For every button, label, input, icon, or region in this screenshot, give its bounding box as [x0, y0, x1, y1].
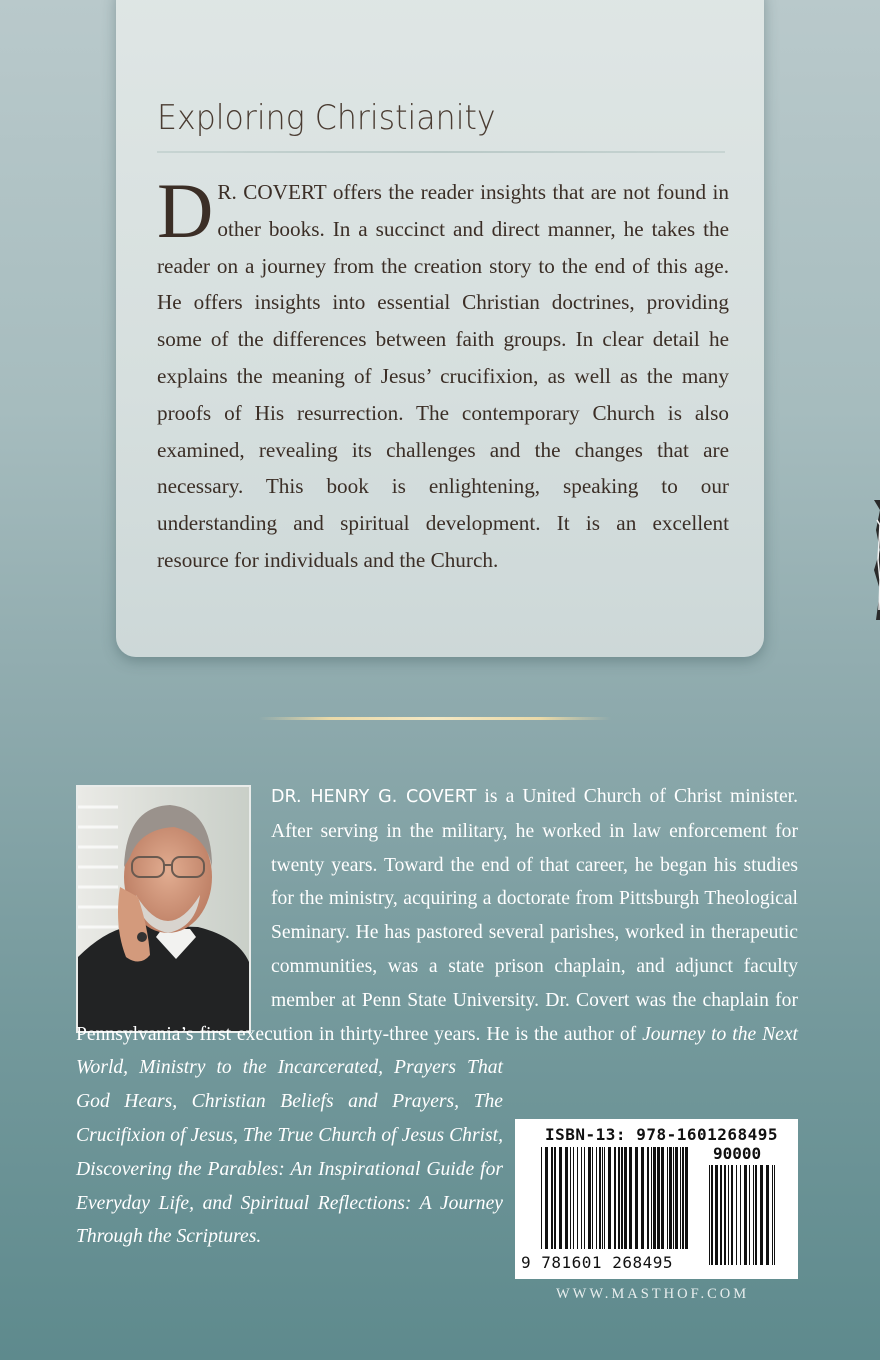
barcode-bar [581, 1147, 582, 1249]
barcode-bar [653, 1147, 656, 1249]
barcode-bar [772, 1165, 773, 1265]
barcode-bar [635, 1147, 638, 1249]
description-text: R. COVERT offers the reader insights that are not found in other books. In a succinct and direct manner, he takes the reader on a journey from the creation story to the end of this age. He offers insights into essential Christian doctrines, providing some of the differences between faith groups. In clear detail he explains the meaning of Jesus’ crucifixion, as well as the many proofs of His resurrection. The contemporary Church is also examined, revealing its challenges and the changes that are necessary. This book is enlightening, speaking to our understanding and spiritual development. It is an excellent resource for individuals and the Church. [157, 180, 729, 572]
barcode-bar [760, 1165, 763, 1265]
barcode-bar [744, 1165, 747, 1265]
barcode-bar [584, 1147, 585, 1249]
barcode-bar [629, 1147, 632, 1249]
barcode-bar [755, 1165, 757, 1265]
barcode-bar [728, 1165, 729, 1265]
barcode-bar [661, 1147, 664, 1249]
barcode-bar [647, 1147, 649, 1249]
edge-artwork [868, 500, 880, 620]
barcode-bar [551, 1147, 553, 1249]
panel-heading: Exploring Christianity [157, 98, 496, 138]
barcode-bar [675, 1147, 678, 1249]
barcode [515, 1119, 798, 1279]
barcode-bar [602, 1147, 603, 1249]
barcode-bar [680, 1147, 681, 1249]
barcode-bar [608, 1147, 611, 1249]
barcode-bar [651, 1147, 652, 1249]
barcode-bar [774, 1165, 775, 1265]
gold-divider [259, 717, 611, 720]
barcode-bar [554, 1147, 556, 1249]
barcode-bar [766, 1165, 769, 1265]
barcode-bar [570, 1147, 571, 1249]
book-description [157, 167, 729, 579]
barcode-bar [604, 1147, 605, 1249]
barcode-bar [682, 1147, 684, 1249]
barcode-bar [724, 1165, 726, 1265]
barcode-bar [731, 1165, 733, 1265]
barcode-bar [669, 1147, 672, 1249]
photo-spacer [76, 780, 271, 1016]
barcode-bar [749, 1165, 750, 1265]
author-name: DR. HENRY G. COVERT [271, 787, 477, 807]
barcode-bar [673, 1147, 674, 1249]
barcode-bar [577, 1147, 578, 1249]
barcode-bar [740, 1165, 741, 1265]
barcode-bar [720, 1165, 722, 1265]
drop-cap: D [157, 167, 214, 254]
barcode-bar [565, 1147, 568, 1249]
barcode-bar [596, 1147, 597, 1249]
barcode-bar [559, 1147, 562, 1249]
barcode-bar [614, 1147, 616, 1249]
barcode-bar [592, 1147, 593, 1249]
isbn-label: ISBN-13: 978-1601268495 [545, 1125, 779, 1144]
barcode-digits: 9 781601 268495 [521, 1253, 673, 1272]
barcode-bar [753, 1165, 754, 1265]
barcode-bar [657, 1147, 660, 1249]
barcode-bar [573, 1147, 574, 1249]
barcode-bar [618, 1147, 620, 1249]
publisher-url[interactable]: WWW.MASTHOF.COM [556, 1286, 750, 1302]
book-list: Journey to the Next World, Ministry to the Incarcerated, Prayers That God Hears, Christian Beliefs and Prayers, The Crucifixion of Jesus, The True Church of Jesus Christ, Discovering the Parables: An Inspirational Guide for Everyday Life, and Spiritual Reflections: A Journey Through the Scriptures. [76, 1023, 798, 1248]
barcode-bar [624, 1147, 627, 1249]
barcode-bar [667, 1147, 668, 1249]
barcode-bar [588, 1147, 591, 1249]
barcode-bar [709, 1165, 710, 1265]
barcode-bar [715, 1165, 718, 1265]
barcode-bar [541, 1147, 542, 1249]
barcode-bar [599, 1147, 601, 1249]
barcode-bar [621, 1147, 623, 1249]
bio-text: is a United Church of Christ minister. After serving in the military, he worked in law enforcement for twenty years. Toward the end of that career, he began his studies for the ministry, acquiring a doctorate from Pittsburgh Theological Seminary. He has pastored several parishes, worked in therapeutic communities, was a state prison chaplain, and adjunct faculty member at Penn State University. Dr. Covert was the chaplain for Pennsylvania’s first execution in thirty-three years. He is the author of [76, 786, 799, 1045]
barcode-bar [641, 1147, 644, 1249]
barcode-bar [685, 1147, 688, 1249]
barcode-bar [711, 1165, 713, 1265]
heading-divider [157, 151, 725, 153]
addon-number: 90000 [713, 1144, 762, 1163]
barcode-bar [545, 1147, 548, 1249]
barcode-bar [736, 1165, 737, 1265]
